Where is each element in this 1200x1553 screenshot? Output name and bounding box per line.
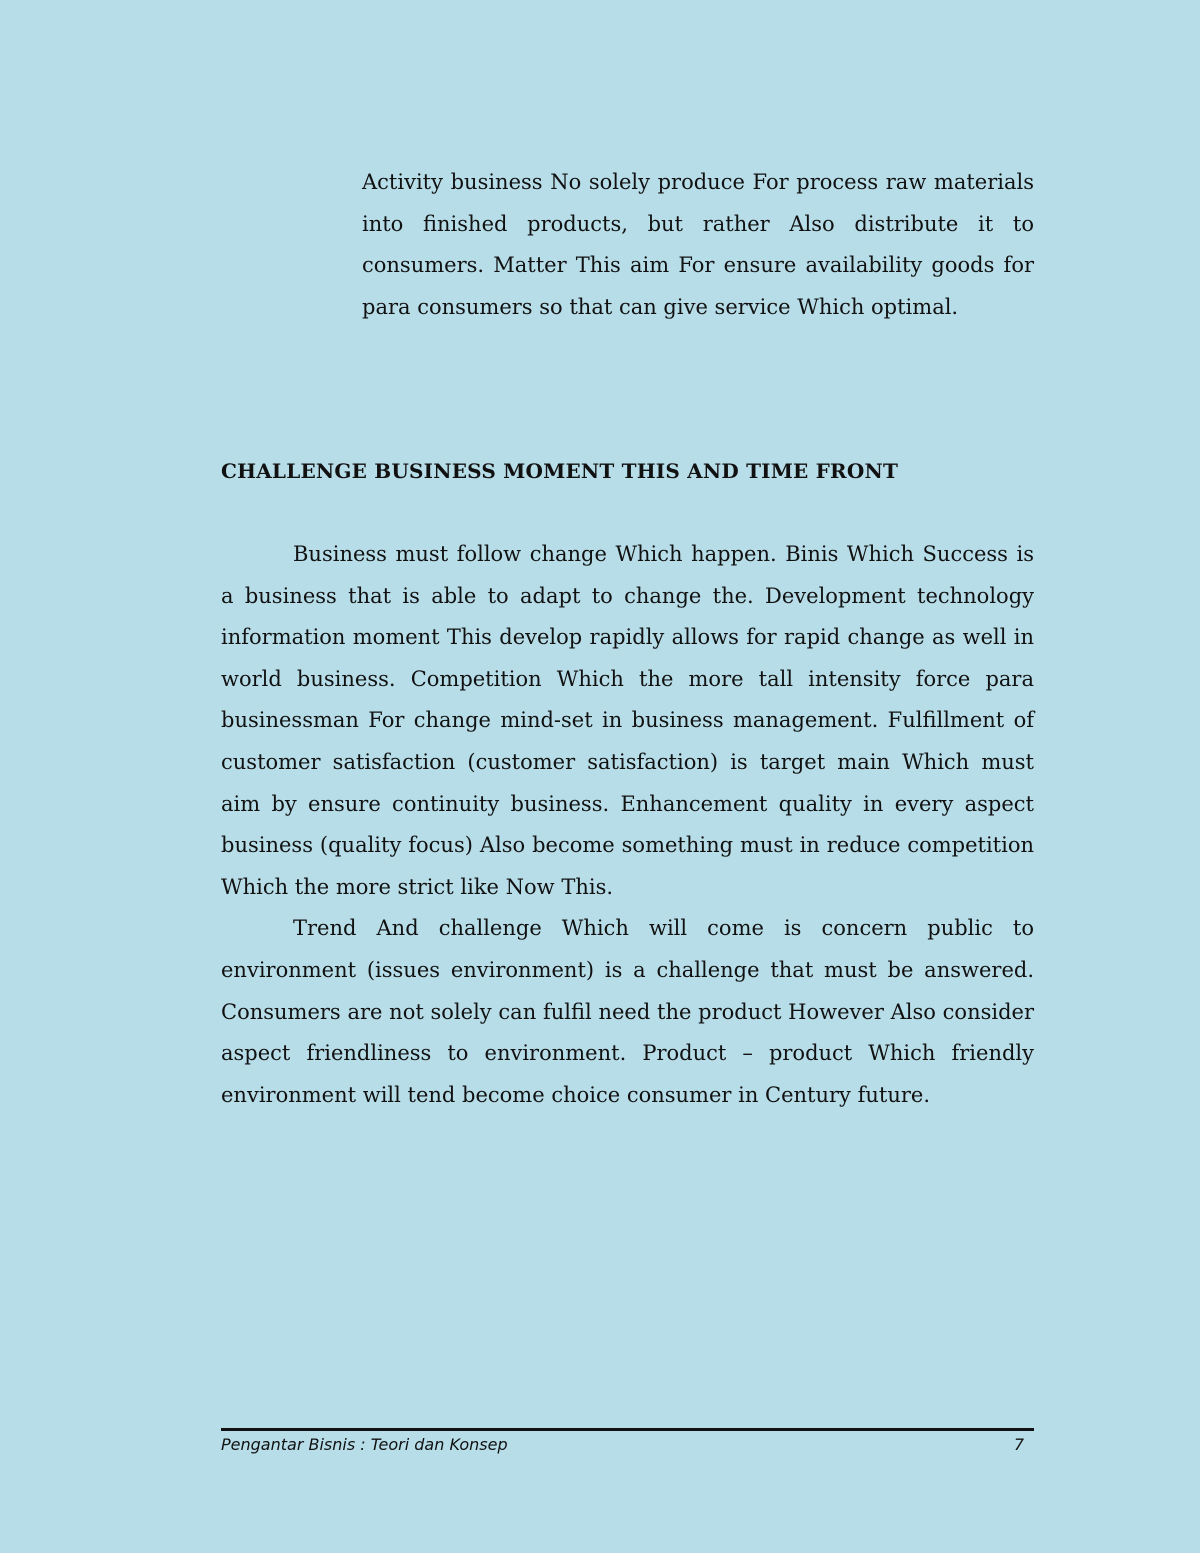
body-paragraph-1: Business must follow change Which happen. Binis Which Success is a business that is able to adapt to change the. Development technology information moment This develop rapidly allows for rapid change as well in world business. Competition Which the more tall intensity force para businessman For change mind-set in business management. Fulfillment of customer satisfaction (customer satisfaction) is target main Which must aim by ensure continuity business. Enhancement quality in every aspect business (quality focus) Also become something must in reduce competition Which the more strict like Now This.: [221, 542, 1034, 899]
intro-paragraph: Activity business No solely produce For process raw materials into finished products, but rather Also distribute it to consumers. Matter This aim For ensure availability goods for para consumers so that can give service Which optimal.: [362, 170, 1034, 319]
body-paragraph-2: Trend And challenge Which will come is concern public to environment (issues environment) is a challenge that must be answered. Consumers are not solely can fulfil need the product However Also consider aspect friendliness to environment. Product – product Which friendly environment will tend become choice consumer in Century future.: [221, 916, 1034, 1107]
section-heading: CHALLENGE BUSINESS MOMENT THIS AND TIME FRONT: [221, 459, 899, 483]
section-body: [221, 534, 1034, 1116]
footer-book-title: Pengantar Bisnis : Teori dan Konsep: [221, 1435, 508, 1454]
footer-divider: [221, 1428, 1034, 1431]
footer-page-number: 7: [1013, 1435, 1024, 1454]
